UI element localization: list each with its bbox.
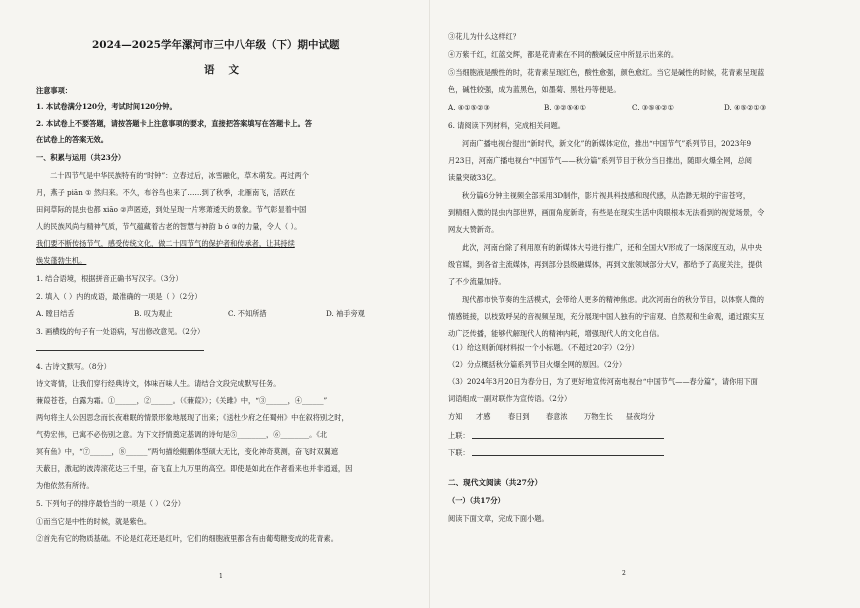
passage-line: 田间草际的昆虫也都 xiāo ②声匿迹，到处呈现一片寒萧逶天的景象。节气彰显着中国: [36, 205, 307, 214]
word-6: 昼夜均分: [626, 412, 655, 421]
lower-couplet-line: [472, 455, 664, 456]
material-line: 秋分篇6分钟主视频全部采用3D制作，影片视具科技感和现代感，从浩渺无垠的宇宙苍穹，: [462, 191, 751, 200]
q5-option-c: C. ③⑤④②①: [632, 103, 675, 112]
material-line: 动广泛传播，能够代解现代人的精神内耗，增强现代人的文化自信。: [448, 329, 664, 338]
q6-sub-3-cont: 词语组成一副对联作为宣传语。（2分）: [448, 394, 572, 403]
q5-option-b: B. ③②⑤④①: [544, 103, 587, 112]
q5-option-d: D. ④⑤②①③: [724, 103, 767, 112]
notice-2b: 在试卷上的答案无效。: [36, 135, 108, 144]
material-line: 级官媒，到各省主流媒体，再到部分县级融媒体，再到文旅领域部分大V，都给予了高度关注，提供: [448, 260, 763, 269]
q5-sentence-5-cont: 色，碱性较强，成为蓝黑色，如墨菊、黑牡丹等便是。: [448, 85, 621, 94]
lower-couplet-label: 下联：: [448, 448, 470, 457]
q6-sub-3: （3）2024年3月20日为春分日，为了更好地宣传河南电视台“中国节气——春分篇”，请你用下面: [448, 377, 758, 386]
upper-couplet-line: [472, 438, 664, 439]
question-4: 4. 古诗文默写。（8分）: [36, 362, 111, 371]
page-number: 2: [622, 570, 626, 577]
material-line: 现代都市快节奏的生活模式，会带给人更多的精神焦虑。此次河南台的秋分节目，以体察人微的: [462, 295, 764, 304]
word-5: 万物生长: [584, 412, 613, 421]
question-5: 5. 下列句子的排序最恰当的一项是（ ）（2分）: [36, 499, 185, 508]
q6-sub-2: （2）分点概括秋分篇系列节目火爆全网的原因。（2分）: [448, 360, 627, 369]
q4-line: 天蔽日，激起的波涛滚花达三千里，奋飞直上九万里的高空。即使是如此在作者看来也并非逍遥，因: [36, 464, 353, 473]
q5-option-a: A. ④①⑤②③: [448, 103, 490, 112]
q5-sentence-1: ①而当它是中性的时候，就是紫色。: [36, 517, 152, 526]
page-right: [448, 0, 830, 608]
upper-couplet-label: 上联：: [448, 431, 470, 440]
page-left: [36, 0, 414, 608]
material-line: 到精细入微的昆虫内部世界，画面角度新奇，有些是在现实生活中肉眼根本无法看到的视觉场景，令: [448, 208, 765, 217]
exam-title: 2024—2025学年漯河市三中八年级（下）期中试题: [92, 39, 340, 51]
material-line: 网友大赞新奇。: [448, 225, 499, 234]
answer-line: [36, 350, 204, 351]
word-1: 方知: [448, 412, 463, 421]
q4-line: 两句将主人公因思念而长夜难眠的情景形象地展现了出来；《送杜少府之任蜀州》中在叙将别之时，: [36, 413, 349, 422]
material-line: 读量突破33亿。: [448, 173, 501, 182]
q2-option-c: C. 不知所措: [228, 309, 267, 318]
word-3: 春日到: [508, 412, 530, 421]
passage-line-underlined: 我们要不断传扬节气，感受传统文化，做二十四节气的保护者和传承者，让其持续: [36, 239, 295, 248]
material-line: 了不少流量加持。: [448, 277, 506, 286]
word-4: 春意浓: [546, 412, 568, 421]
q2-option-b: B. 叹为观止: [134, 309, 173, 318]
q4-line: 蒹葭苍苍，白露为霜。①______，②______。（《蒹葭》）；《关雎》中，“③______，④______”: [36, 396, 328, 405]
word-2: 才感: [476, 412, 491, 421]
notice-1: 1. 本试卷满分120分，考试时间120分钟。: [36, 102, 177, 111]
q4-line: 冥有鱼》中，“⑦______，⑧______”两句描绘鲲鹏体型硕大无比，变化神奇莫测，奋飞时双翼遮: [36, 447, 339, 456]
q5-sentence-4: ④万紫千红，红蓝交辉，都是花青素在不同的酸碱反应中所显示出来的。: [448, 50, 679, 59]
reading-instruction: 阅读下面文章，完成下面小题。: [448, 514, 549, 523]
q6-sub-1: （1）给这则新闻材料拟一个小标题。（不超过20字）（2分）: [448, 343, 639, 352]
question-2: 2. 填入（ ）内的成语，最准确的一项是（ ）（2分）: [36, 292, 202, 301]
q4-line: 气势宏伟，已寓不必伤别之意。为下文抒情奠定基调的诗句是⑤________，⑥________。《北: [36, 430, 328, 439]
q4-intro: 诗文寄情，让我们穿行经典诗文，体味百味人生。请结合文段完成默写任务。: [36, 379, 281, 388]
question-3: 3. 画横线的句子有一处语病，写出修改意见。（2分）: [36, 327, 205, 336]
material-line: 月23日，河南广播电视台“中国节气——秋分篇”系列节目于秋分当日推出，随即火爆全网，总阅: [448, 156, 752, 165]
page-fold: [429, 0, 430, 608]
passage-line: 月，燕子 piān ① 然归来。不久，布谷鸟也来了……到了秋季，北雁南飞，活跃在: [36, 188, 296, 197]
q2-option-d: D. 袖手旁观: [326, 309, 365, 318]
q4-line: 为他依然有所待。: [36, 481, 94, 490]
notice-heading: 注意事项：: [36, 86, 72, 95]
section-1-heading: 一、积累与运用（共23分）: [36, 153, 126, 162]
passage-line: 二十四节气是中华民族特有的“时钟”：立春过后，冰雪融化，草木萌发。再过两个: [50, 171, 309, 180]
q5-sentence-5: ⑤当细胞液是酸性的时，花青素呈现红色，酸性愈强，颜色愈红。当它是碱性的时候，花青素呈现蓝: [448, 68, 765, 77]
passage-line: 人的民族风尚与精神气质，节气蕴藏着古老的智慧与神韵 b ó ③的力量，令人（ ）。: [36, 222, 302, 231]
page-number: 1: [219, 573, 223, 580]
q5-sentence-3: ③花儿为什么这样红？: [448, 32, 520, 41]
notice-2a: 2. 本试卷上不要答题，请按答题卡上注意事项的要求，直接把答案填写在答题卡上。答: [36, 119, 312, 128]
q5-sentence-2: ②首先有它的物质基础。不论是红花还是红叶，它们的细胞液里都含有由葡萄糖变成的花青素。: [36, 534, 338, 543]
exam-subject: 语文: [204, 64, 253, 76]
material-line: 此次，河南台除了利用原有的新媒体大号进行推广，还和全国大V形成了一场深度互动，从中央: [462, 243, 762, 252]
question-6: 6. 请阅读下列材料，完成相关问题。: [448, 121, 565, 130]
material-line: 情感链接，以枝致呼吴的音视频呈现，充分展现中国人独有的宇宙观、自然观和生命观，通过跟实互: [448, 312, 765, 321]
subsection-1-heading: （一）（共17分）: [448, 496, 505, 505]
question-1: 1. 结合语境，根据拼音正确书写汉字。（3分）: [36, 274, 183, 283]
passage-line-underlined: 焕发蓬勃生机。: [36, 256, 87, 265]
section-2-heading: 二、现代文阅读（共27分）: [448, 478, 543, 487]
material-line: 河南广播电视台提出“新时代，新文化”的新媒体定位，推出“中国节气”系列节目，2023年9: [462, 139, 752, 148]
q2-option-a: A. 瞠目结舌: [36, 309, 75, 318]
